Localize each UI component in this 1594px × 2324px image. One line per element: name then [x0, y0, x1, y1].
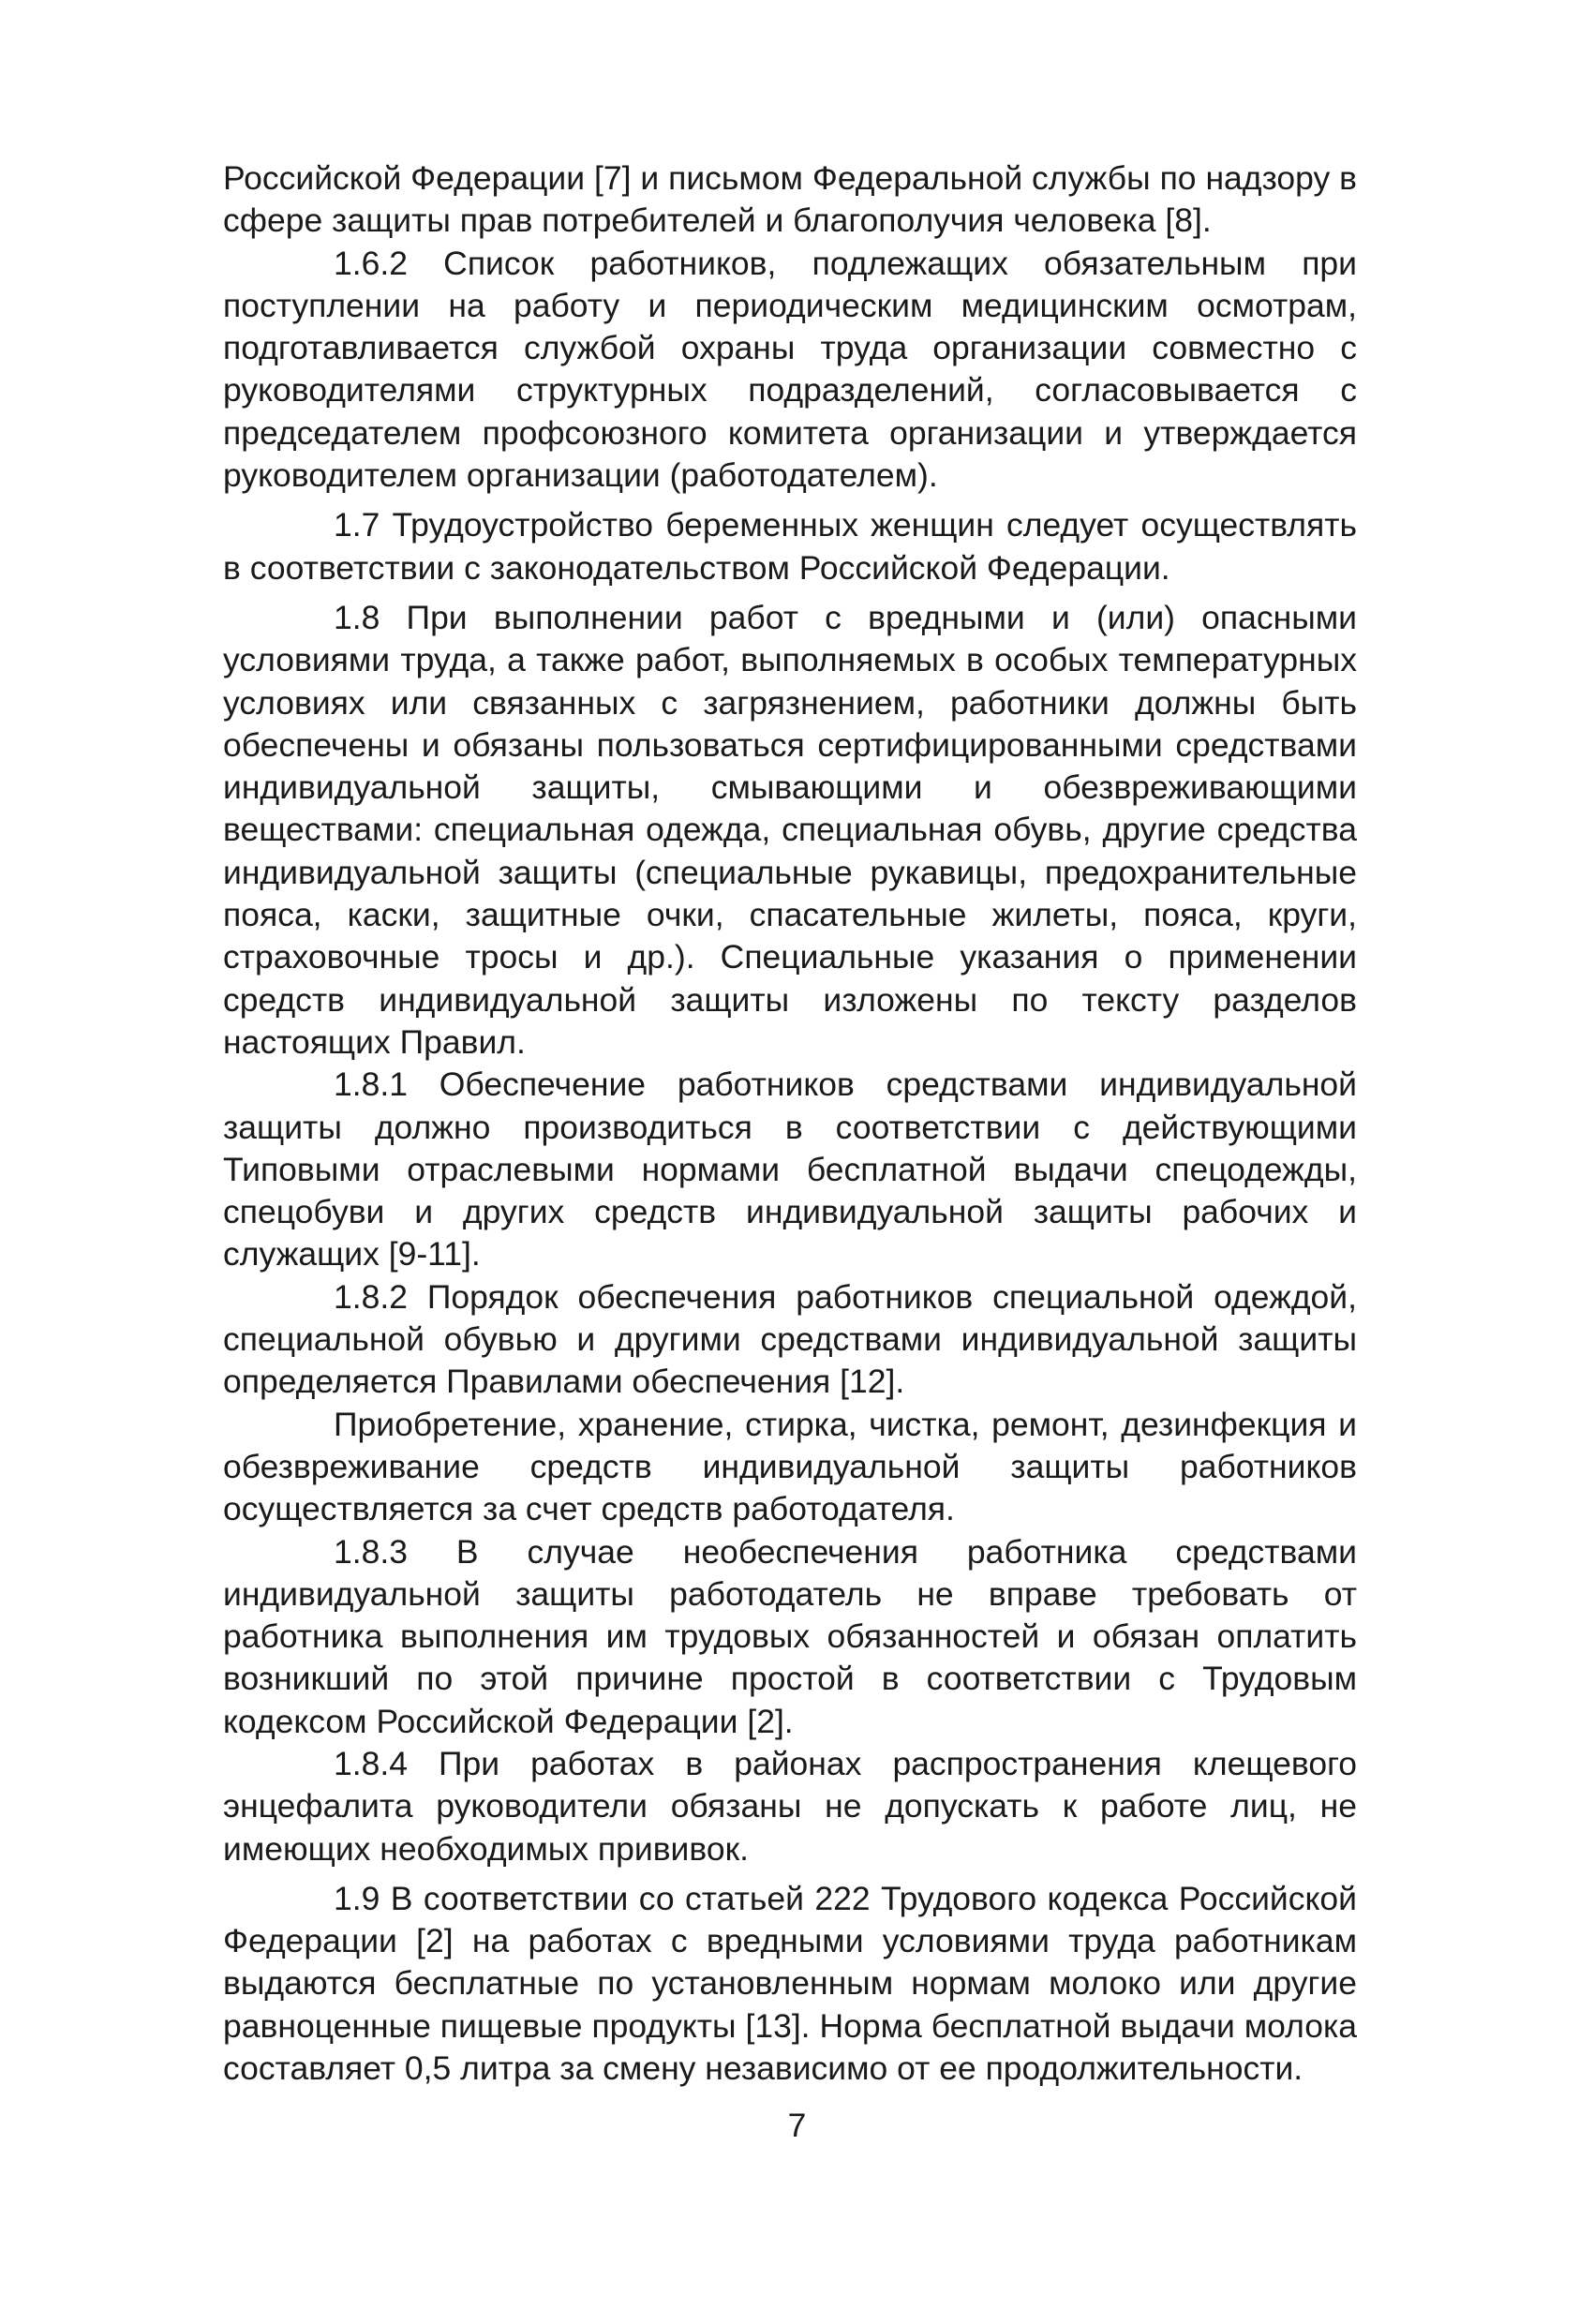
paragraph-continuation: Российской Федерации [7] и письмом Федеральной службы по надзору в сфере защиты прав потребителей и благополучия человека [8]. [223, 159, 1357, 240]
paragraph-1-9: 1.9 В соответствии со статьей 222 Трудового кодекса Российской Федерации [2] на работах с вредными условиями труда работникам выдаются бесплатные по установленным нормам молоко или другие равноценные пищевые продукты [13]. Норма бесплатной выдачи молока составляет 0,5 литра за смену независимо от ее продолжительности. [223, 1879, 1357, 2088]
page-number: 7 [787, 2107, 807, 2144]
paragraph-1-8: 1.8 При выполнении работ с вредными и (или) опасными условиями труда, а также работ, выполняемых в особых температурных условиях или связанных с загрязнением, работники должны быть обеспечены и обязаны пользоваться сертифицированными средствами индивидуальной защиты, смывающими и обезвреживающими веществами: специальная одежда, специальная обувь, другие средства индивидуальной защиты (специальные рукавицы, предохранительные пояса, каски, защитные очки, спасательные жилеты, пояса, круги, страховочные тросы и др.). Специальные указания о применении средств индивидуальной защиты изложены по тексту разделов настоящих Правил. [223, 598, 1357, 1061]
paragraph-1-7: 1.7 Трудоустройство беременных женщин следует осуществлять в соответствии с законодательством Российской Федерации. [223, 506, 1357, 587]
paragraph-ppe-costs: Приобретение, хранение, стирка, чистка, ремонт, дезинфекция и обезвреживание средств индивидуальной защиты работников осуществляется за счет средств работодателя. [223, 1405, 1357, 1528]
paragraph-1-8-2: 1.8.2 Порядок обеспечения работников специальной одеждой, специальной обувью и другими средствами индивидуальной защиты определяется Правилами обеспечения [12]. [223, 1277, 1357, 1401]
paragraph-1-8-1: 1.8.1 Обеспечение работников средствами индивидуальной защиты должно производиться в соответствии с действующими Типовыми отраслевыми нормами бесплатной выдачи спецодежды, спецобуви и других средств индивидуальной защиты рабочих и служащих [9-11]. [223, 1065, 1357, 1274]
paragraph-1-8-4: 1.8.4 При работах в районах распространения клещевого энцефалита руководители обязаны не допускать к работе лиц, не имеющих необходимых прививок. [223, 1744, 1357, 1868]
paragraph-1-6-2: 1.6.2 Список работников, подлежащих обязательным при поступлении на работу и периодическим медицинским осмотрам, подготавливается службой охраны труда организации совместно с руководителями структурных подразделений, согласовывается с председателем профсоюзного комитета организации и утверждается руководителем организации (работодателем). [223, 244, 1357, 495]
page-body-text [223, 157, 1357, 2090]
paragraph-1-8-3: 1.8.3 В случае необеспечения работника средствами индивидуальной защиты работодатель не вправе требовать от работника выполнения им трудовых обязанностей и обязан оплатить возникший по этой причине простой в соответствии с Трудовым кодексом Российской Федерации [2]. [223, 1532, 1357, 1740]
